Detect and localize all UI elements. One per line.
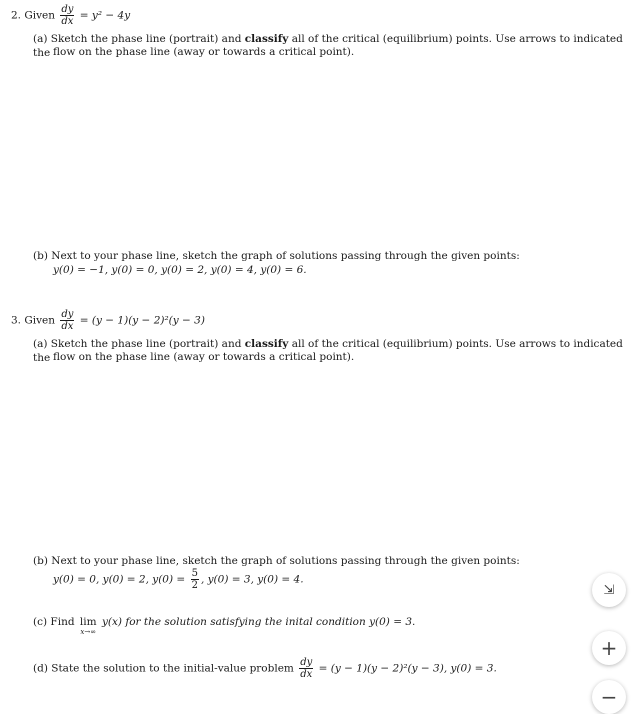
problem-3a-line2: flow on the phase line (away or towards a critical point).: [53, 351, 355, 363]
limit-operator: lim x→∞: [79, 616, 97, 636]
minus-icon: −: [600, 685, 618, 709]
five-halves-fraction: $\frac{5}{2}$: [191, 568, 198, 591]
problem-2-heading: 2. Given $\frac{dy}{dx}$ = y² − 4y: [11, 4, 131, 27]
zoom-in-button[interactable]: [592, 631, 626, 665]
problem-2b: (b) Next to your phase line, sketch the graph of solutions passing through the given points:: [33, 250, 520, 262]
dy-dx-fraction: $\frac{dy}{dx}$: [300, 657, 313, 680]
problem-3d: (d) State the solution to the initial-value problem $\frac{dy}{dx}$ = (y − 1)(y − 2)²(y − 3), y(0) = 3.: [33, 657, 497, 680]
problem-3a: (a) Sketch the phase line (portrait) and classify all of the critical (equilibrium) points. Use arrows to indicated the: [33, 338, 623, 364]
problem-3c: (c) Find lim x→∞ y(x) for the solution satisfying the inital condition y(0) = 3.: [33, 616, 416, 636]
dy-dx-fraction: $\frac{dy}{dx}$: [61, 4, 74, 27]
problem-3-heading: 3. Given $\frac{dy}{dx}$ = (y − 1)(y − 2)²(y − 3): [11, 309, 205, 332]
problem-2a-line2: flow on the phase line (away or towards a critical point).: [53, 46, 355, 58]
problem-2a: (a) Sketch the phase line (portrait) and classify all of the critical (equilibrium) points. Use arrows to indicated the: [33, 33, 623, 59]
problem-3b: (b) Next to your phase line, sketch the graph of solutions passing through the given points:: [33, 555, 520, 567]
collapse-icon: ⇲: [603, 582, 615, 598]
collapse-button[interactable]: [592, 573, 626, 607]
problem-3b-conditions: y(0) = 0, y(0) = 2, y(0) = $\frac{5}{2}$ , y(0) = 3, y(0) = 4.: [53, 568, 304, 591]
dy-dx-fraction: $\frac{dy}{dx}$: [61, 309, 74, 332]
zoom-out-button[interactable]: [592, 680, 626, 714]
plus-icon: +: [600, 636, 618, 660]
problem-2b-conditions: y(0) = −1, y(0) = 0, y(0) = 2, y(0) = 4, y(0) = 6.: [53, 264, 307, 276]
